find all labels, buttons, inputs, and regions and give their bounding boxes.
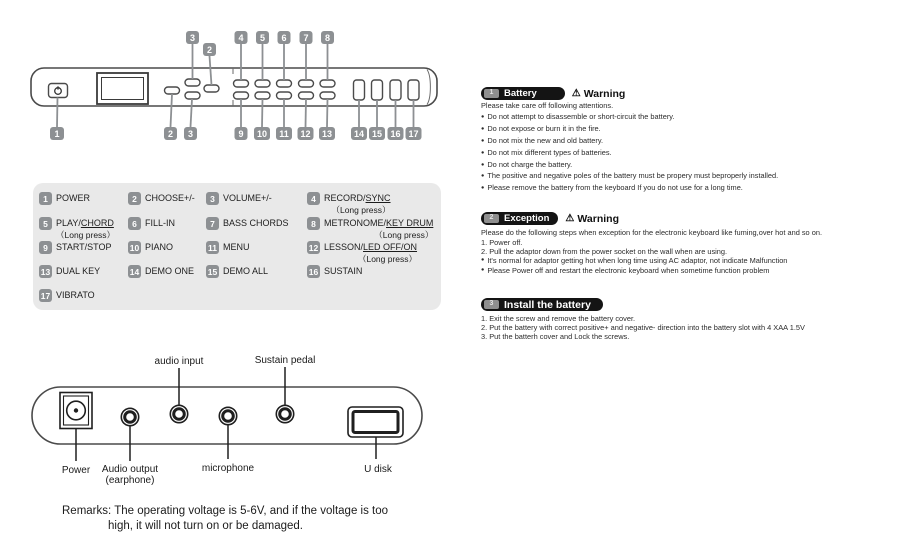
callout-number: 3 (189, 32, 196, 43)
legend-num: 4 (307, 192, 320, 205)
callout-number: 5 (259, 32, 266, 43)
legend-label: POWER (56, 193, 91, 203)
legend-num: 13 (40, 266, 51, 277)
legend-label: LESSON/ (324, 242, 364, 252)
legend-label: PLAY/ (56, 218, 81, 228)
usb-port (348, 407, 403, 437)
install-section-header (481, 298, 603, 311)
battery-bullet: ● Do not charge the battery. (481, 159, 573, 169)
legend-label: METRONOME/ (324, 218, 386, 228)
legend-num: 6 (128, 217, 141, 230)
legend-num: 9 (39, 241, 52, 254)
bullet-icon: ● (481, 137, 485, 144)
legend-num: 16 (308, 266, 319, 277)
legend-item-fillin (128, 217, 175, 230)
legend-num: 7 (206, 217, 219, 230)
legend-sublabel: （Long press） (331, 205, 391, 215)
legend-label: SUSTAIN (324, 266, 363, 276)
control-panel-diagram (31, 31, 437, 140)
legend-num: 11 (208, 242, 217, 253)
exception-steps (481, 238, 787, 275)
legend-item-record (307, 192, 391, 215)
remarks-line2: high, it will not turn on or be damaged. (108, 520, 303, 532)
exception-section-header (481, 212, 619, 225)
label-audio-input: audio input (154, 356, 204, 367)
exception-intro: Please do the following steps when exception for the electronic keyboard like fuming,over hot and so on. (481, 228, 822, 237)
legend-item-sustain (307, 265, 362, 278)
bullet-icon: ● (481, 257, 485, 264)
callout-number: 4 (238, 32, 244, 43)
legend-item-dual-key (39, 265, 100, 278)
battery-bullet: ● Do not attempt to disassemble or short-circuit the battery. (481, 112, 675, 121)
legend-label-underlined: LED OFF/ON (363, 242, 418, 252)
legend-label: CHOOSE+/- (145, 193, 195, 203)
legend-label: DUAL KEY (56, 266, 101, 276)
legend-num: 10 (129, 242, 140, 253)
bullet-icon: ● (481, 125, 485, 132)
callout-number: 2 (206, 44, 213, 55)
audio-output-jack (121, 408, 138, 425)
install-title-pill (481, 298, 603, 311)
callout-number: 15 (371, 128, 383, 139)
callouts-bottom (50, 127, 422, 140)
battery-bullet: ● Please remove the battery from the keyboard If you do not use for a long time. (481, 183, 743, 193)
warning-text: Warning (583, 87, 626, 100)
ports-diagram (32, 355, 422, 486)
bullet-icon: ● (481, 266, 485, 273)
label-microphone: microphone (201, 463, 255, 474)
legend-item-menu (206, 241, 250, 254)
section-number: 3 (484, 300, 499, 309)
legend-item-demo-one (128, 265, 194, 278)
legend-label: DEMO ALL (223, 266, 269, 276)
legend-num: 3 (206, 192, 219, 205)
legend-label: FILL-IN (145, 218, 176, 228)
section-title: Exception (504, 213, 550, 224)
legend-sublabel: （Long press） (357, 254, 418, 264)
battery-bullet-list (481, 113, 778, 196)
remarks-line1: Remarks: The operating voltage is 5-6V, and if the voltage is too (62, 505, 389, 517)
callout-number: 8 (324, 32, 331, 43)
install-step: 2. Put the battery with correct positive+ and negative- direction into the battery slot with 4 XAA 1.5V (481, 323, 805, 333)
audio-input-jack (170, 405, 187, 422)
display-screen (97, 73, 148, 104)
exception-bullet: ● It's normal for adaptor getting hot when long time using AC adaptor, not indicate Malfunction (481, 256, 788, 266)
sustain-pedal-jack (276, 405, 293, 422)
bullet-icon: ● (481, 161, 485, 168)
battery-title-pill (481, 87, 565, 100)
callout-number: 16 (390, 128, 401, 139)
install-steps (481, 314, 805, 342)
legend-item-lesson (307, 241, 417, 264)
section-number: 2 (484, 214, 499, 223)
battery-intro: Please take care off following attentions. (481, 101, 614, 110)
callout-number: 17 (408, 128, 419, 139)
legend-label: BASS CHORDS (223, 218, 289, 228)
legend-label: MENU (223, 242, 250, 252)
warning-icon: ⚠ (565, 212, 575, 224)
exception-step: 1. Power off. (481, 238, 523, 247)
warning-text: Warning (577, 212, 619, 225)
legend-label: VIBRATO (56, 290, 95, 300)
install-step: 1. Exit the screw and remove the battery cover. (481, 314, 636, 323)
exception-bullet: ● Please Power off and restart the electronic keyboard when sometime function problem (481, 265, 770, 275)
legend-item-metronome (307, 217, 433, 240)
remarks (62, 504, 388, 534)
bullet-icon: ● (481, 185, 485, 192)
section-title: Battery (504, 88, 537, 99)
callout-number: 1 (54, 128, 60, 139)
callout-number: 6 (281, 32, 287, 43)
legend-label-underlined: KEY DRUM (386, 218, 434, 228)
exception-step: 2. Pull the adaptor down from the power socket on the wall when are using. (481, 247, 728, 257)
callout-number: 7 (303, 32, 309, 43)
legend-item-play (39, 217, 115, 240)
section-number: 1 (484, 89, 499, 98)
battery-bullet: ● Do not mix different types of batteries. (481, 147, 612, 157)
battery-section-header (481, 87, 625, 100)
callout-number: 13 (321, 128, 333, 139)
legend-num: 8 (307, 217, 320, 230)
legend-label: RECORD/ (324, 193, 366, 203)
legend-num: 5 (39, 217, 52, 230)
legend-num: 2 (128, 192, 141, 205)
bullet-icon: ● (481, 149, 485, 156)
legend-label: START/STOP (56, 242, 112, 252)
warning-icon: ⚠ (571, 87, 581, 99)
callout-number: 11 (279, 128, 289, 139)
legend-num: 17 (40, 290, 51, 301)
legend-item-choose (128, 192, 195, 205)
legend-num: 15 (207, 266, 218, 277)
label-earphone: (earphone) (105, 475, 155, 486)
legend-item-vibrato (39, 289, 95, 302)
legend-item-power (39, 192, 90, 205)
callout-number: 12 (300, 128, 311, 139)
warning-label (572, 88, 626, 100)
microphone-jack (219, 407, 236, 424)
label-sustain-pedal: Sustain pedal (254, 355, 316, 366)
legend-item-start-stop (39, 241, 112, 254)
legend-label: DEMO ONE (145, 266, 195, 276)
label-u-disk: U disk (364, 464, 392, 475)
legend-label: VOLUME+/- (223, 193, 272, 203)
callouts-top (186, 31, 334, 56)
legend-sublabel: （Long press） (56, 230, 116, 240)
install-step: 3. Put the batterh cover and Lock the screws. (481, 332, 630, 342)
power-button (49, 84, 68, 98)
legend-item-demo-all (206, 265, 268, 278)
legend-label-underlined: CHORD (80, 218, 114, 228)
legend-label-underlined: SYNC (365, 193, 391, 203)
bullet-icon: ● (481, 114, 485, 120)
callout-number: 10 (256, 128, 268, 139)
battery-bullet: ● Do not expose or burn it in the fire. (481, 123, 601, 133)
legend-panel (33, 183, 441, 310)
legend-num: 14 (129, 266, 140, 277)
callout-number: 9 (238, 128, 244, 139)
legend-sublabel: （Long press） (374, 230, 434, 240)
callout-number: 2 (167, 128, 174, 139)
legend-label: PIANO (145, 242, 174, 252)
section-title: Install the battery (504, 298, 591, 311)
legend-num: 1 (39, 192, 52, 205)
battery-bullet: ● Do not mix the new and old battery. (481, 135, 604, 145)
label-audio-output: Audio output (101, 464, 159, 475)
legend-item-piano (128, 241, 173, 254)
bullet-icon: ● (481, 173, 485, 180)
dc-power-jack (60, 393, 92, 429)
callout-number: 3 (187, 128, 194, 139)
legend-num: 12 (308, 242, 319, 253)
battery-bullet: ● The positive and negative poles of the battery must be propery must beproperly installed. (481, 171, 779, 181)
exception-title-pill (481, 212, 558, 225)
label-power: Power (61, 465, 91, 476)
callout-number: 14 (353, 128, 365, 139)
warning-label (565, 213, 619, 225)
legend-item-bass-chords (206, 217, 289, 230)
legend-item-volume (206, 192, 272, 205)
